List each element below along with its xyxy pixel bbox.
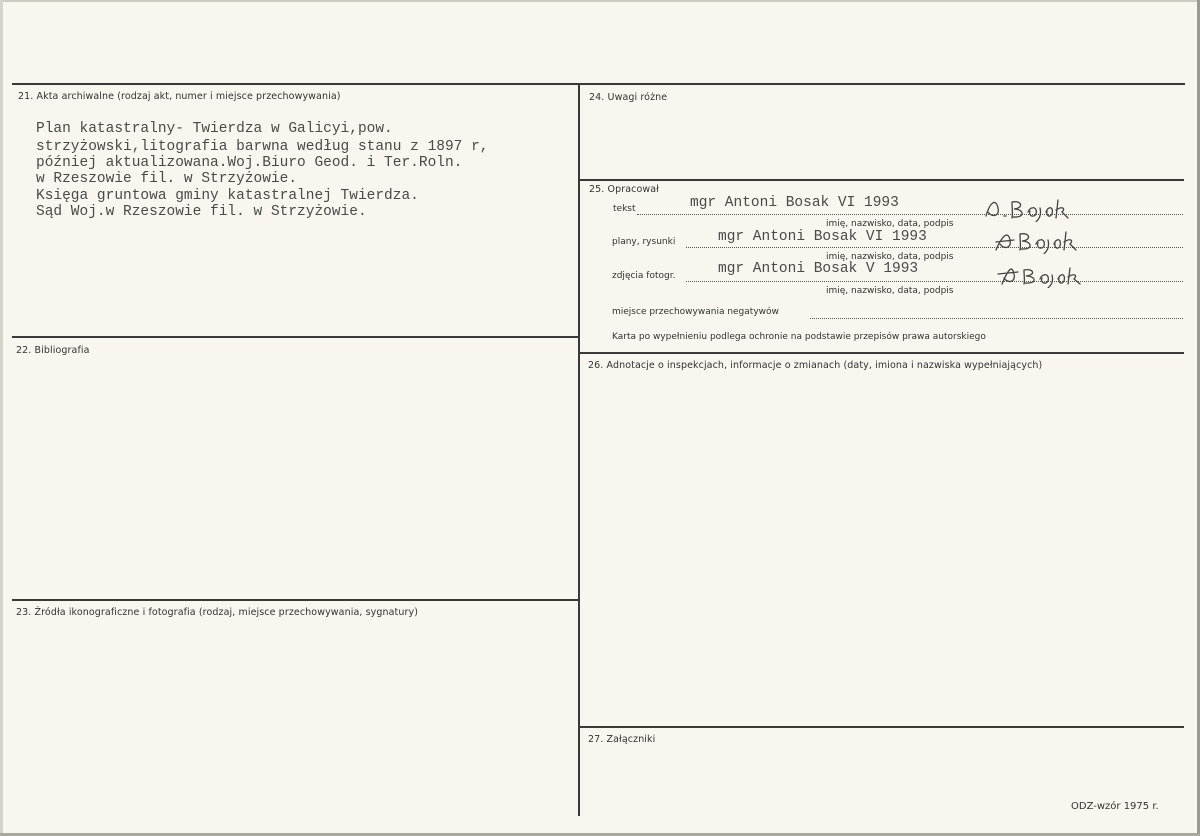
rule-26-27 xyxy=(580,726,1184,728)
section-24-label: 24. Uwagi różne xyxy=(589,92,668,103)
author-entry: mgr Antoni Bosak VI 1993 xyxy=(690,195,899,211)
typed-line: później aktualizowana.Woj.Biuro Geod. i Ter.Roln. xyxy=(36,155,463,171)
form-mark: ODZ-wzór 1975 r. xyxy=(1071,801,1159,812)
center-divider xyxy=(578,83,580,816)
typed-line: Sąd Woj.w Rzeszowie fil. w Strzyżowie. xyxy=(36,204,367,220)
card-edge-top xyxy=(0,0,1200,2)
field-label-plans: plany, rysunki xyxy=(612,237,676,247)
signature-image xyxy=(992,226,1082,254)
dotted-line xyxy=(686,281,1183,282)
section-26-label: 26. Adnotacje o inspekcjach, informacje o zmianach (daty, imiona i nazwiska wypełniających) xyxy=(588,360,1043,371)
rule-25-26 xyxy=(580,352,1184,354)
card-edge-left xyxy=(0,0,3,836)
rule-21-22 xyxy=(12,336,578,338)
dotted-line xyxy=(810,318,1183,319)
copyright-notice: Karta po wypełnieniu podlega ochronie na podstawie przepisów prawa autorskiego xyxy=(612,332,986,342)
section-21-label: 21. Akta archiwalne (rodzaj akt, numer i miejsce przechowywania) xyxy=(18,91,341,102)
field-hint: imię, nazwisko, data, podpis xyxy=(826,219,954,229)
field-label-text: tekst xyxy=(613,204,636,214)
typed-line: Plan katastralny- Twierdza w Galicyi,pow. xyxy=(36,121,393,137)
negatives-label: miejsce przechowywania negatywów xyxy=(612,307,779,317)
typed-line: Księga gruntowa gminy katastralnej Twierdza. xyxy=(36,188,419,204)
signature-image xyxy=(996,260,1086,288)
field-hint: imię, nazwisko, data, podpis xyxy=(826,286,954,296)
section-23-label: 23. Źródła ikonograficzne i fotografia (rodzaj, miejsce przechowywania, sygnatury) xyxy=(16,607,419,618)
rule-24-25 xyxy=(580,179,1184,181)
section-22-label: 22. Bibliografia xyxy=(16,345,90,356)
top-rule xyxy=(12,83,1185,85)
dotted-line xyxy=(686,247,1183,248)
author-entry: mgr Antoni Bosak V 1993 xyxy=(718,261,919,277)
section-25-label: 25. Opracował xyxy=(589,184,659,195)
signature-image xyxy=(982,194,1074,222)
author-entry: mgr Antoni Bosak VI 1993 xyxy=(718,229,927,245)
field-hint: imię, nazwisko, data, podpis xyxy=(826,252,954,262)
typed-line: w Rzeszowie fil. w Strzyżowie. xyxy=(36,171,298,187)
typed-line: strzyżowski,litografia barwna według stanu z 1897 r, xyxy=(36,139,489,155)
rule-22-23 xyxy=(12,599,578,601)
dotted-line xyxy=(637,214,1183,215)
field-label-photos: zdjęcia fotogr. xyxy=(612,271,676,281)
section-27-label: 27. Załączniki xyxy=(588,734,656,745)
